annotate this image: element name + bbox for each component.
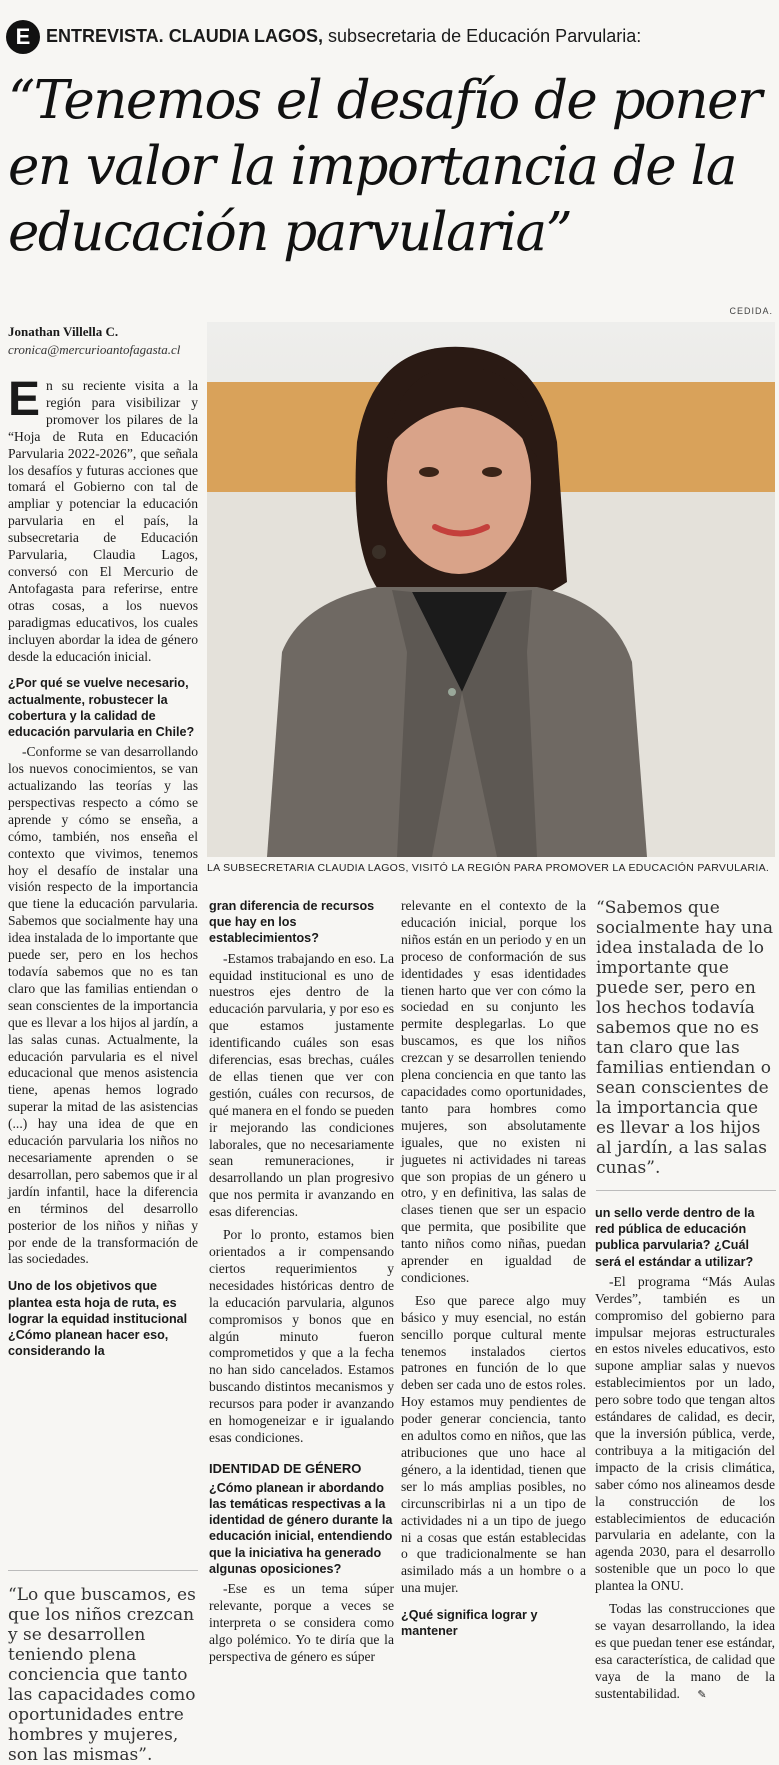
answer-3b: Eso que parece algo muy básico y muy esencial, no están sencillo porque cultural mente tenemos instalados ciertos patrones en función de lo que deben ser cada uno de estos roles. Hoy estamos muy pendientes de poder generar conciencia, tanto en adultos como en niños, que las atribuciones que uno hace al género, a la identidad, tienen que ser lo más amplias posibles, no circunscribirlas ni a un tipo de actividades ni a un tipo de juego ni a cosas que están establecidas o que tradicionalmente se han asimilado más a un hombre o a una mujer.: [401, 1292, 586, 1596]
answer-4b: [595, 1601, 775, 1703]
answer-3: -Ese es un tema súper relevante, porque a veces se interpreta o se considera como algo polémico. Yo te diría que la perspectiva de género es súper: [209, 1581, 394, 1664]
photo-caption: LA SUBSECRETARIA CLAUDIA LAGOS, VISITÓ LA REGIÓN PARA PROMOVER LA EDUCACIÓN PARVULARIA.: [207, 862, 770, 874]
answer-4b-text: Todas las construcciones que se vayan desarrollando, la idea es que puedan tener ese estándar, esa característica, de calidad que vaya de la mano de la sustentabilidad.: [595, 1601, 775, 1701]
lead-paragraph: [8, 373, 198, 665]
kicker-name: CLAUDIA LAGOS,: [168, 26, 324, 46]
pull-quote-2: “Sabemos que socialmente hay una idea instalada de lo importante que puede ser, pero en los hechos todavía sabemos que no es tan claro que las familias entiendan o sean conscientes de la importancia que es llevar a los hijos al jardín, a las salas cunas”.: [596, 898, 774, 1178]
headline: “Tenemos el desafío de poner en valor la importancia de la educación parvularia”: [8, 70, 761, 263]
pull-quote-2-rule: [596, 1190, 776, 1191]
subheading-gender: IDENTIDAD DE GÉNERO: [209, 1460, 362, 1476]
article-column-4: [595, 1205, 775, 1709]
byline: [8, 323, 198, 359]
question-1: ¿Por qué se vuelve necesario, actualmente, robustecer la cobertura y la calidad de educación parvularia en Chile?: [8, 676, 195, 740]
section-logo: E: [6, 20, 40, 54]
question-3: ¿Cómo planean ir abordando las temáticas respectivas a la identidad de género durante la educación inicial, entendiendo que la iniciativa ha generado algunas oposiciones?: [209, 1480, 393, 1576]
photo-credit: CEDIDA.: [729, 306, 773, 316]
end-mark-icon: ✎: [697, 1687, 707, 1701]
author-email: cronica@mercurioantofagasta.cl: [8, 342, 181, 357]
question-2-continued: gran diferencia de recursos que hay en los establecimientos?: [209, 899, 375, 946]
portrait-photo: [207, 322, 775, 857]
drop-cap: E: [8, 373, 41, 426]
answer-1: -Conforme se van desarrollando los nuevos conocimientos, se van actualizando las teorías y las perspectivas respecto a cómo se aprende y cómo se enseña, a cómo, también, nos enseña el contexto que vivimos, tenemos hoy el desafío de instalar una visión respecto de la importancia que tiene la educación parvularia. Sabemos que socialmente hay una idea instalada de lo importante que puede ser, pero en los hechos todavía sabemos que no es tan claro que las familias entiendan o sean conscientes de la importancia que es llevar a los hijos al jardín, a las salas cunas. Actualmente, la educación parvularia es el nivel educacional que menos asistencia tiene, apenas hemos logrado superar la mitad de las asistencias (...) hay una idea de que en educación parvularia los niños no necesariamente aprenden o se desarrollan, pero sabemos que ir al jardín infantil, hace la diferencia en términos del desarrollo posterior de los niños y niñas y por ende de la transformación de las sociedades.: [8, 744, 198, 1267]
kicker: [6, 16, 776, 56]
pull-quote-1: “Lo que buscamos, es que los niños crezcan y se desarrollen teniendo plena conciencia que tanto las capacidades como oportunidades entre hombres y mujeres, son las mismas”.: [8, 1585, 196, 1765]
kicker-role: subsecretaria de Educación Parvularia:: [328, 26, 642, 46]
question-4: ¿Qué significa lograr y mantener: [401, 1608, 538, 1639]
lead-text: n su reciente visita a la región para visibilizar y promover los pilares de la “Hoja de Ruta en Educación Parvularia 2022-2026”, que señala los desafíos y futuras acciones que tomará el Gobierno con tal de ampliar y potenciar la educación parvularia en el país, la subsecretaria de Educación Parvularia, Claudia Lagos, conversó con El Mercurio de Antofagasta para referirse, entre otras cosas, a los nuevos paradigmas educativos, los cuales incluyen abordar la idea de género desde la educación inicial.: [8, 378, 198, 664]
answer-3-continued: relevante en el contexto de la educación inicial, porque los niños están en un periodo y en un proceso de conformación de sus identidades y esas identidades tienen harto que ver con cómo la sociedad en su conjunto les permite desplegarlas. Lo que buscamos, es que los niños crezcan y se desarrollen teniendo plena conciencia en que tanto las capacidades como oportunidades, tanto para hombres como mujeres, son absolutamente iguales, que no existen ni juguetes ni actividades ni tareas que son propias de un género u otro, y en definitiva, las salas de clases tienen que ser un espacio que permita, que posibilite que tanto niños como niñas, puedan aprender en igualdad de condiciones.: [401, 898, 586, 1285]
kicker-section: ENTREVISTA.: [46, 26, 164, 46]
author-name: Jonathan Villella C.: [8, 324, 119, 339]
article-column-3: [401, 898, 586, 1644]
question-4-continued: un sello verde dentro de la red pública de educación publica parvularia? ¿Cuál será el estándar a utilizar?: [595, 1206, 755, 1269]
answer-4a: -El programa “Más Aulas Verdes”, también es un compromiso del gobierno para impulsar mejoras estructurales en estos niveles educativos, esto supone ampliar salas y nuevos establecimientos por un lado, pero sobre todo que tengan altos estándares de calidad, es decir, que la inversión pública, verde, contribuya a la mitigación del impacto de la crisis climática, saber cómo nos alineamos desde la construcción de los establecimientos de educación parvularia en adelante, con la agenda 2030, para el desarrollo sostenible que un poco lo que plantea la ONU.: [595, 1273, 775, 1594]
answer-2b: Por lo pronto, estamos bien orientados a ir compensando ciertos requerimientos y necesidades históricas dentro de la educación parvularia, algunos compromisos y bonos que en algún minuto fueron comprometidos y que a la fecha no han sido cancelados. Estamos buscando distintos mecanismos y recursos para poder ir avanzando en homogeneizar e ir igualando esas condiciones.: [209, 1227, 394, 1445]
question-2: Uno de los objetivos que plantea esta hoja de ruta, es lograr la equidad institucional ¿Cómo planean hacer eso, considerando la: [8, 1279, 188, 1359]
article-column-2: [209, 898, 394, 1672]
answer-2a: -Estamos trabajando en eso. La equidad institucional es uno de nuestros ejes dentro de la educación parvularia, y por eso es que estamos justamente identificando cuáles son esas diferencias, esas brechas, cuáles de ellas tienen que ver con gestión, cuáles con recursos, de qué manera en el fondo se pueden ir mejorando las condiciones laborales, que no necesariamente sean remuneraciones, ir desarrollando un plan progresivo que nos permita ir avanzando en esas diferencias.: [209, 950, 394, 1220]
portrait-illustration: [207, 322, 775, 857]
pull-quote-rule: [8, 1570, 198, 1571]
article-column-1: [8, 373, 198, 1363]
